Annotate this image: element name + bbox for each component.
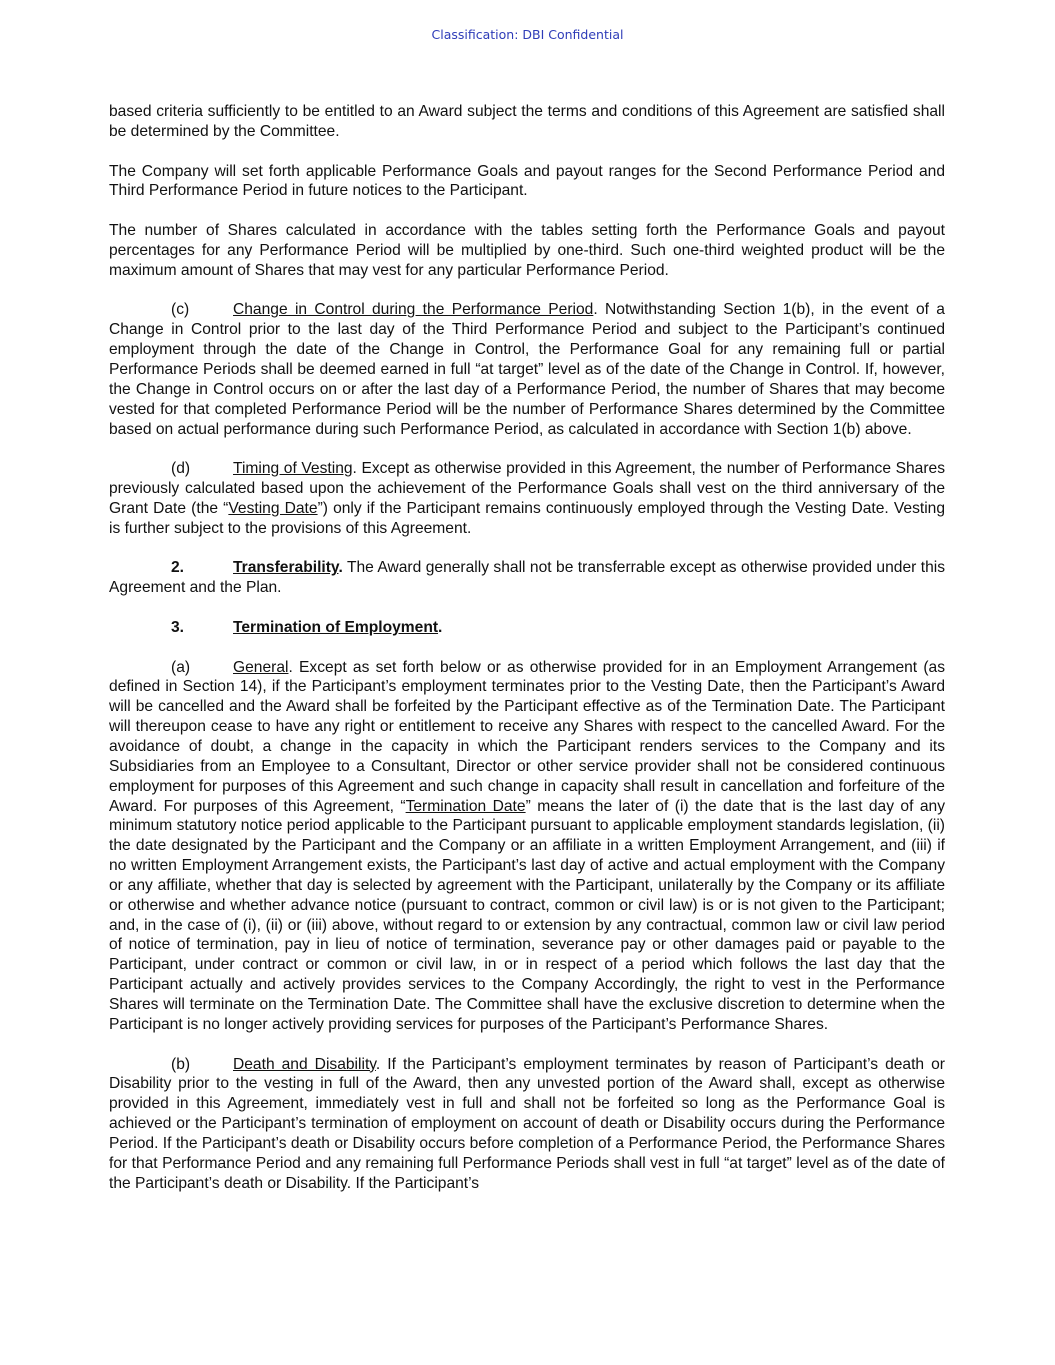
document-body bbox=[109, 102, 945, 1213]
section-1c-title: Change in Control during the Performance Period bbox=[233, 301, 594, 319]
section-3a-text-part1: . Except as set forth below or as otherwise provided for in an Employment Arrangement (as defined in Section 14), if the Participant’s employment terminates prior to the Vesting Date, then the Participant’s Award will be cancelled and the Award shall be forfeited by the Participant effective as of the Termination Date. The Participant will thereupon cease to have any right or entitlement to receive any Shares with respect to the cancelled Award. For the avoidance of doubt, a change in the capacity in which the Participant renders services to the Company and its Subsidiaries from an Employee to a Consultant, Director or other service provider shall not be considered continuous employment for purposes of this Agreement and such change in capacity shall result in cancellation and forfeiture of the Award. For purposes of this Agreement, “ bbox=[109, 658, 945, 815]
section-1c-change-in-control bbox=[109, 300, 945, 439]
section-3a-title: General bbox=[233, 658, 289, 676]
section-3b-text: . If the Participant’s employment terminates by reason of Participant’s death or Disability prior to the vesting in full of the Award, then any unvested portion of the Award shall, except as otherwise provided in this Agreement, immediately vest in full and shall not be forfeited so long as the Performance Goal is achieved or the Participant’s termination of employment on account of death or Disability occurs during the Performance Period. If the Participant’s death or Disability occurs before completion of a Performance Period, the Performance Shares for that Performance Period and any remaining full Performance Periods shall vest in full “at target” level as of the date of the Participant’s death or Disability. If the Participant’s bbox=[109, 1055, 945, 1192]
section-1d-title: Timing of Vesting bbox=[233, 460, 353, 478]
section-1d-label: (d) bbox=[171, 460, 191, 478]
section-1c-text: . Notwithstanding Section 1(b), in the event of a Change in Control prior to the last day of the Third Performance Period and subject to the Participant’s continued employment through the date of the Change in Control, the Performance Goal for any remaining full or partial Performance Periods shall be deemed earned in full “at target” level as of the date of the Change in Control. If, however, the Change in Control occurs on or after the last day of a Performance Period, the number of Shares that may become vested for that completed Performance Period will be the number of Performance Shares determined by the Committee based on actual performance during such Performance Period, as calculated in accordance with Section 1(b) above. bbox=[109, 301, 945, 438]
section-3a-text-part2: ” means the later of (i) the date that is the last day of any minimum statutory notice period applicable to the Participant pursuant to applicable employment standards legislation, (ii) the date designated by the Participant and the Company or an affiliate in a written Employment Arrangement, and (iii) if no written Employment Arrangement exists, the Participant’s last day of active and actual employment with the Company or any affiliate, whether that day is selected by agreement with the Participant, unilaterally by the Company or its affiliate or otherwise and whether advance notice (pursuant to contract, common or civil law) is or is not given to the Participant; and, in the case of (i), (ii) or (iii) above, without regard to or extension by any contractual, common law or civil law period of notice of termination, pay in lieu of notice of termination, severance pay or other damages paid or payable to the Participant, under contract or common or civil law, in or in respect of a period which follows the last day that the Participant actually and actively provides services to the Company Accordingly, the right to vest in the Performance Shares will terminate on the Termination Date. The Committee shall have the exclusive discretion to determine when the Participant is no longer actively providing services for purposes of the Participant’s Performance Shares. bbox=[109, 797, 946, 1033]
vesting-date-term: Vesting Date bbox=[228, 499, 318, 517]
classification-header: Classification: DBI Confidential bbox=[431, 27, 624, 42]
section-3b-label: (b) bbox=[171, 1055, 191, 1073]
section-3-title-period: . bbox=[438, 618, 443, 636]
section-3b-title: Death and Disability bbox=[233, 1055, 376, 1073]
paragraph-future-notices: The Company will set forth applicable Performance Goals and payout ranges for the Second Performance Period and Third Performance Period in future notices to the Participant. bbox=[109, 162, 945, 200]
section-1d-text-part2: ”) only if the Participant remains continuously employed through the Vesting Date. Vesting is further subject to the provisions of this Agreement. bbox=[109, 499, 946, 537]
section-2-transferability bbox=[109, 558, 945, 598]
section-2-text: The Award generally shall not be transferrable except as otherwise provided under this Agreement and the Plan. bbox=[109, 559, 945, 597]
paragraph-one-third: The number of Shares calculated in accordance with the tables setting forth the Performance Goals and payout percentages for any Performance Period will be multiplied by one-third. Such one-third weighted product will be the maximum amount of Shares that may vest for any particular Performance Period. bbox=[109, 222, 945, 279]
section-1d-text-part1: . Except as otherwise provided in this Agreement, the number of Performance Shares previously calculated based upon the achievement of the Performance Goals shall vest on the third anniversary of the Grant Date (the “ bbox=[109, 460, 946, 517]
section-2-title: Transferability bbox=[233, 559, 339, 577]
section-2-title-period: . bbox=[338, 559, 343, 577]
section-1c-label: (c) bbox=[171, 301, 190, 319]
paragraph-performance-criteria: based criteria sufficiently to be entitled to an Award subject the terms and conditions of this Agreement are satisfied shall be determined by the Committee. bbox=[109, 103, 945, 140]
termination-date-term: Termination Date bbox=[405, 797, 526, 815]
section-2-number: 2. bbox=[171, 559, 185, 577]
section-3-number: 3. bbox=[171, 618, 185, 636]
section-1d-timing-of-vesting bbox=[109, 459, 945, 538]
section-3b-death-and-disability bbox=[109, 1055, 945, 1194]
section-3-heading bbox=[109, 618, 945, 638]
section-3a-general bbox=[109, 658, 945, 1035]
section-3-title: Termination of Employment bbox=[233, 618, 439, 636]
section-3a-label: (a) bbox=[171, 658, 191, 676]
